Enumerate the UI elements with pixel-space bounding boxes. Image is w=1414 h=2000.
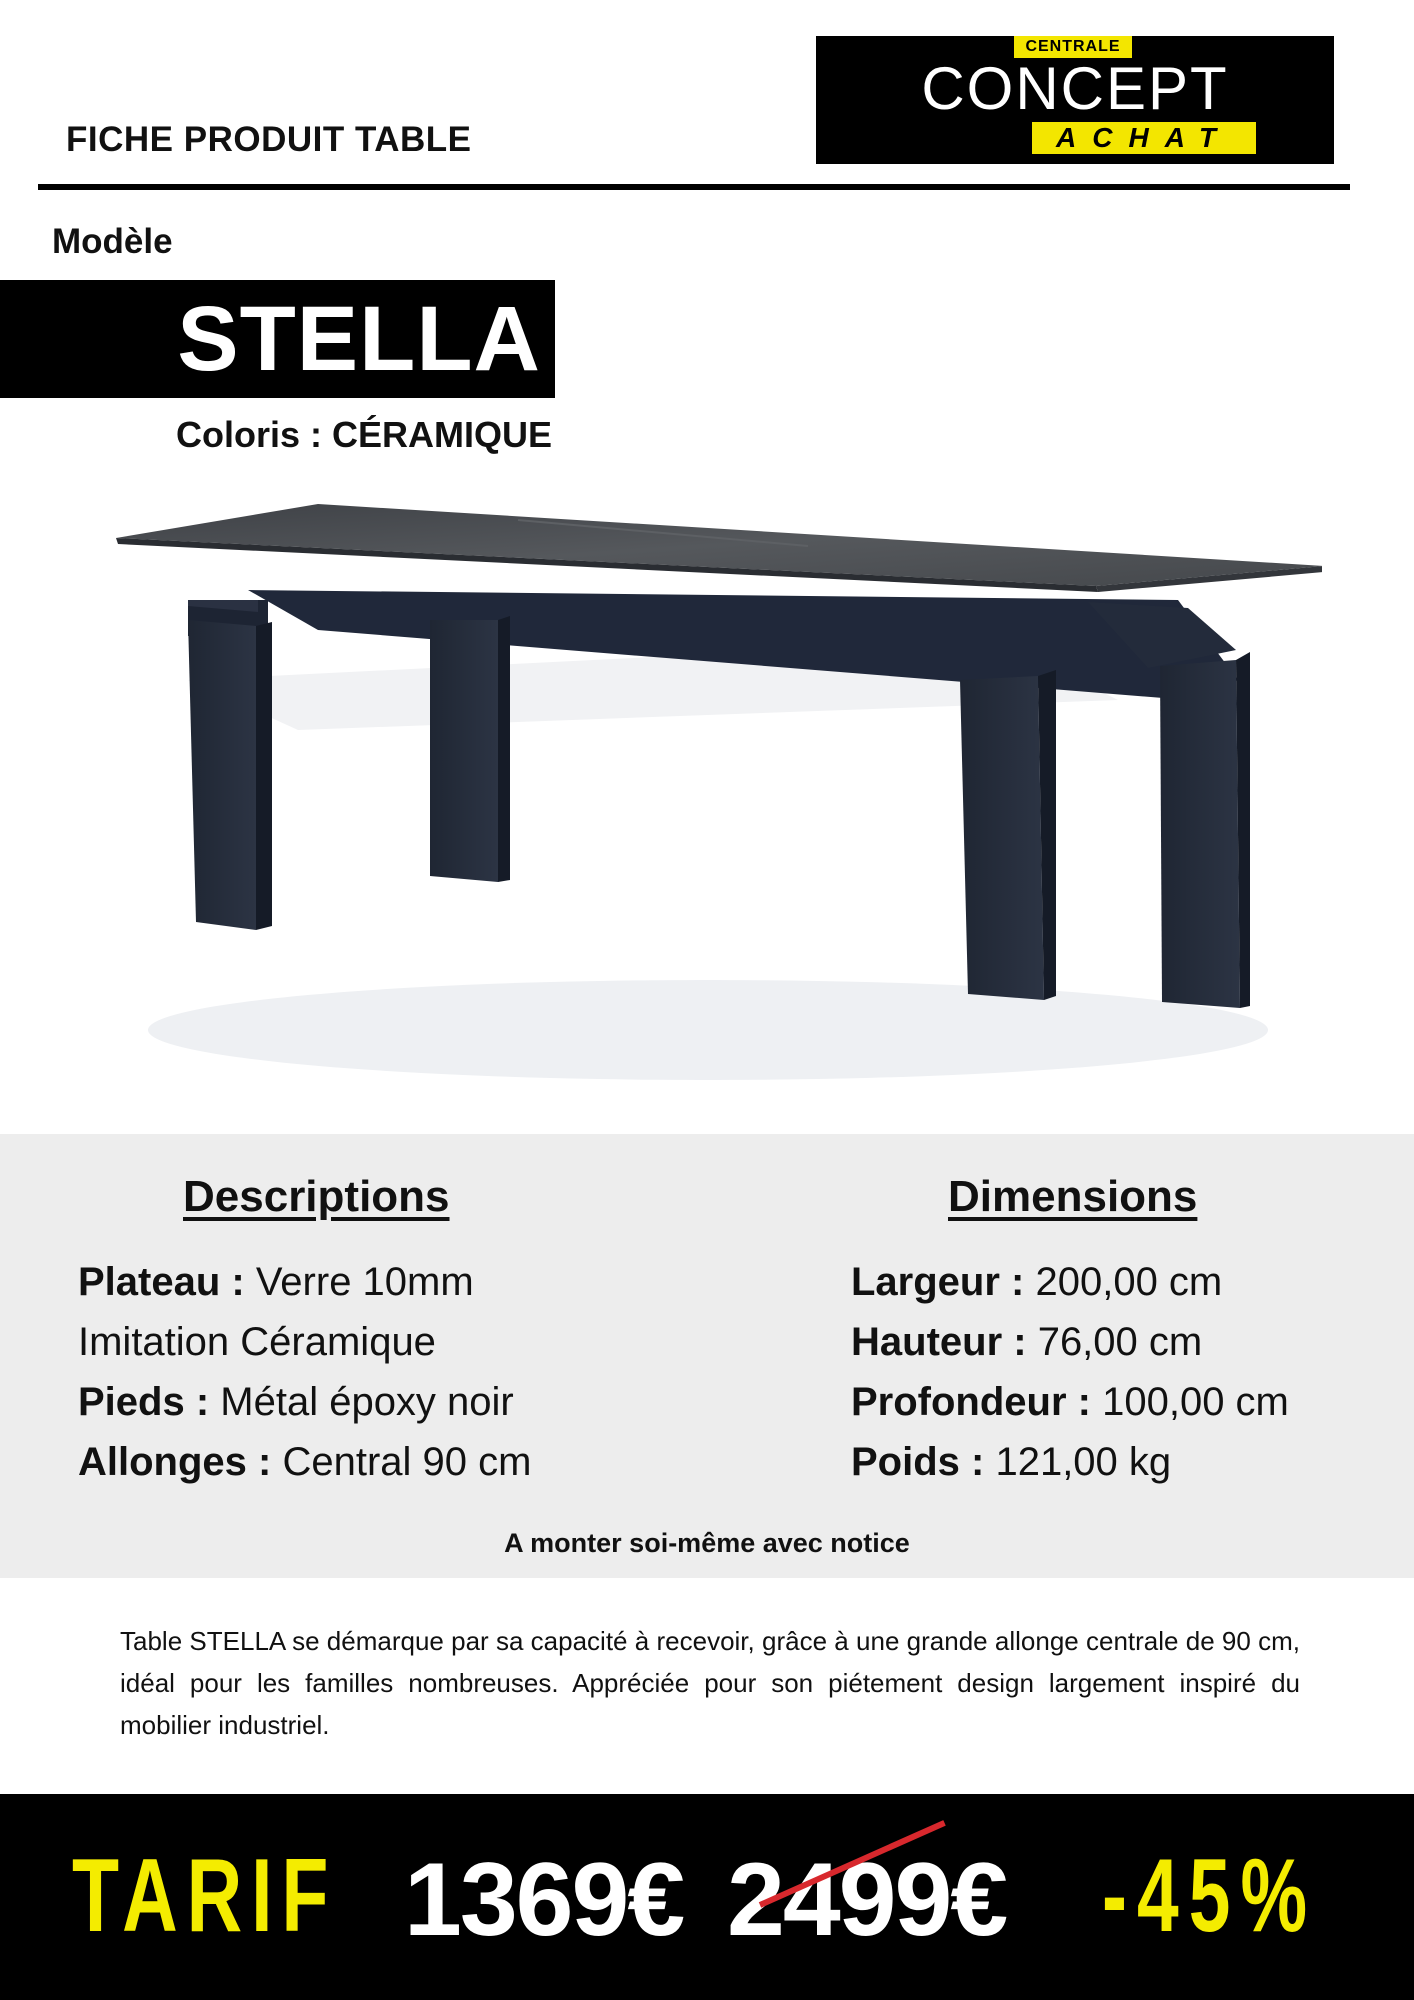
logo-top-text: CENTRALE [1014, 36, 1132, 58]
dimension-value: 100,00 cm [1090, 1380, 1289, 1424]
brand-logo [816, 36, 1334, 164]
product-blurb: Table STELLA se démarque par sa capacité à recevoir, grâce à une grande allonge centrale de 90 cm, idéal pour les familles nombreuses. Appréciée pour son piétement design largement inspiré du mobilier industriel. [120, 1626, 1300, 1740]
dimension-label: Poids : [851, 1440, 985, 1484]
dimensions-list [851, 1252, 1289, 1492]
color-line: Coloris : CÉRAMIQUE [176, 414, 553, 455]
description-label: Allonges : [78, 1440, 272, 1484]
description-value: Imitation Céramique [78, 1320, 436, 1364]
sheet-title: FICHE PRODUIT TABLE [66, 120, 472, 159]
specifications-panel [0, 1134, 1414, 1578]
dimension-label: Profondeur : [851, 1380, 1091, 1424]
descriptions-list [78, 1252, 531, 1492]
dimension-row [851, 1312, 1289, 1372]
tarif-label: TARIF [72, 1838, 338, 1954]
extendable-table-photo-icon [88, 490, 1322, 1102]
description-row [78, 1252, 531, 1312]
dimension-label: Hauteur : [851, 1320, 1027, 1364]
header-divider [38, 184, 1350, 190]
dimension-row [851, 1252, 1289, 1312]
description-row [78, 1372, 531, 1432]
dimension-row [851, 1432, 1289, 1492]
description-label: Plateau : [78, 1260, 245, 1304]
dimension-value: 200,00 cm [1024, 1260, 1223, 1304]
description-row [78, 1432, 531, 1492]
dimensions-heading: Dimensions [948, 1172, 1198, 1221]
current-price: 1369€ [404, 1842, 684, 1958]
assembly-note: A monter soi-même avec notice [504, 1528, 910, 1558]
dimension-label: Largeur : [851, 1260, 1025, 1304]
model-label: Modèle [52, 222, 173, 261]
discount-badge: -45% [1102, 1838, 1318, 1954]
description-value: Verre 10mm [244, 1260, 474, 1304]
model-name: STELLA [177, 288, 541, 390]
description-label: Pieds : [78, 1380, 210, 1424]
descriptions-heading: Descriptions [183, 1172, 450, 1221]
description-value: Central 90 cm [271, 1440, 532, 1484]
price-banner [0, 1794, 1414, 2000]
description-row [78, 1312, 531, 1372]
dimension-value: 76,00 cm [1026, 1320, 1203, 1364]
logo-main-text: CONCEPT [921, 55, 1229, 122]
dimension-row [851, 1372, 1289, 1432]
model-name-banner [0, 280, 555, 398]
dimension-value: 121,00 kg [984, 1440, 1172, 1484]
description-value: Métal époxy noir [209, 1380, 514, 1424]
logo-bottom-text: ACHAT [1032, 122, 1256, 154]
original-price: 2499€ [727, 1842, 1007, 1958]
